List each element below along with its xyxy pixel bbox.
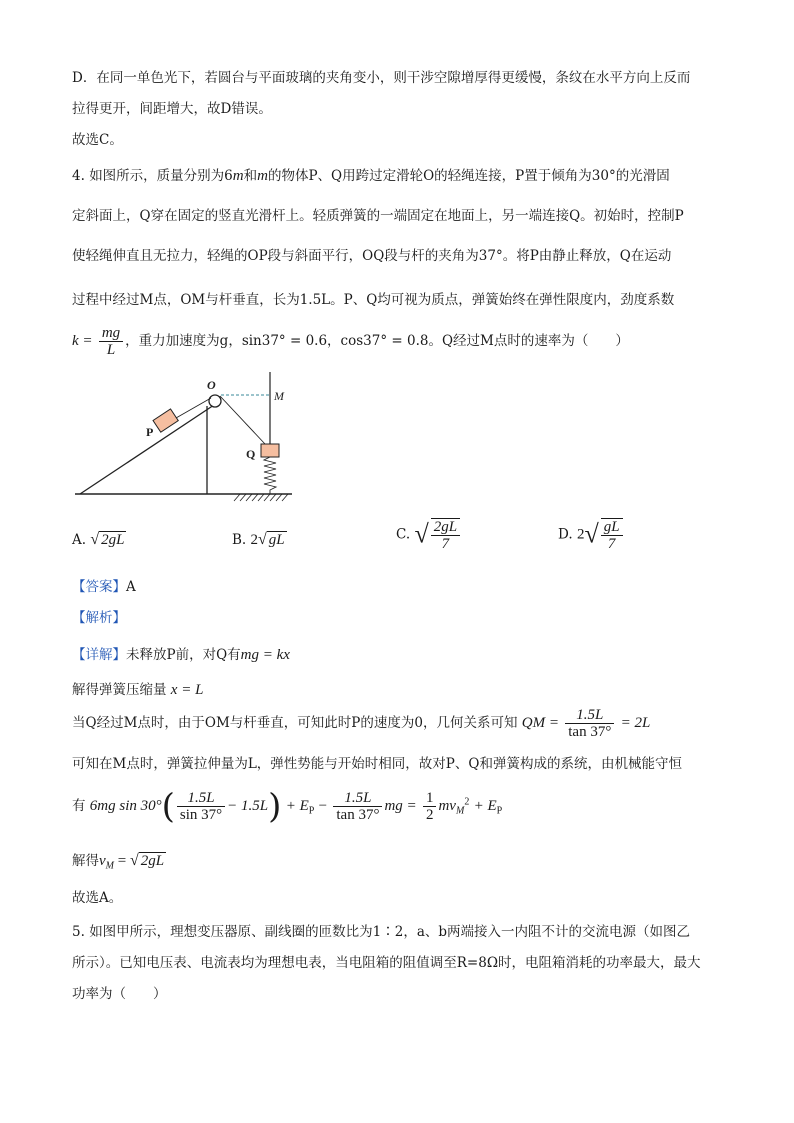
option-c[interactable]: C. √ $\frac{2gL}{7}$ bbox=[396, 518, 462, 552]
ground-hatching bbox=[234, 494, 288, 501]
question-4-line-1: 4. 如图所示，质量分别为6m和m的物体P、Q用跨过定滑轮O的轻绳连接，P置于倾角为30°的光滑固 bbox=[72, 168, 670, 184]
answer-line: 【答案】A bbox=[72, 579, 136, 595]
question-4-line-4: 过程中经过M点，OM与杆垂直，长为1.5L。P、Q均可视为质点，弹簧始终在弹性限度内，劲度系数 bbox=[72, 292, 675, 308]
label-Q: Q bbox=[246, 447, 256, 461]
stiffness-fraction: $\frac{mg}{L}$ bbox=[99, 325, 123, 358]
energy-explanation: 可知在M点时，弹簧拉伸量为L，弹性势能与开始时相同，故对P、Q和弹簧构成的系统，由机械能守恒 bbox=[72, 756, 682, 772]
physics-diagram bbox=[70, 368, 300, 504]
block-P bbox=[153, 409, 178, 432]
analysis-label: 【解析】 bbox=[72, 610, 126, 626]
d-option-line-1: D．在同一单色光下，若圆台与平面玻璃的夹角变小，则干涉空隙增厚得更缓慢，条纹在水平方向上反而 bbox=[72, 70, 691, 86]
question-4-line-5: k = $\frac{mg}{L}$ ，重力加速度为g，sin37° = 0.6，cos37° = 0.8。Q经过M点时的速率为（ ） bbox=[72, 325, 629, 358]
detail-line: 【详解】未释放P前，对Q有mg = kx bbox=[72, 647, 290, 663]
rope-OP bbox=[176, 398, 211, 418]
question-5-line-3: 功率为（ ） bbox=[72, 986, 167, 1002]
energy-equation: 有 6mg sin 30°( $\frac{1.5L}{\sin 37^\circ}$ − $1.5L) + E_P$ − $\frac{1.5L}{\tan 37^\circ}$ mg = $\frac{1}{2}$ $mv_M^2 + E_P$ bbox=[72, 786, 503, 827]
result-line: 解得$v_M$ = √ 2gL bbox=[72, 852, 165, 872]
d-option-line-2: 拉得更开，间距增大，故D错误。 bbox=[72, 101, 272, 117]
label-M: M bbox=[274, 389, 284, 403]
question-number: 4. bbox=[72, 168, 85, 184]
final-choice: 故选A。 bbox=[72, 890, 123, 906]
option-a[interactable]: A. √ 2gL bbox=[72, 531, 125, 548]
question-5-line-1: 5. 如图甲所示，理想变压器原、副线圈的匝数比为1∶2，a、b两端接入一内阻不计的交流电源（如图乙 bbox=[72, 924, 691, 940]
solve-compression: 解得弹簧压缩量 x = L bbox=[72, 682, 204, 698]
d-conclusion: 故选C。 bbox=[72, 132, 123, 148]
question-4-line-3: 使轻绳伸直且无拉力，轻绳的OP段与斜面平行，OQ段与杆的夹角为37°。将P由静止释放，Q在运动 bbox=[72, 248, 672, 264]
incline-surface bbox=[80, 405, 214, 494]
label-P: P bbox=[146, 425, 154, 439]
label-O: O bbox=[207, 378, 216, 392]
spring bbox=[264, 457, 276, 494]
block-Q bbox=[261, 444, 279, 457]
question-5-line-2: 所示）。已知电压表、电流表均为理想电表，当电阻箱的阻值调至R=8Ω时，电阻箱消耗的功率最大，最大 bbox=[72, 955, 701, 971]
option-b[interactable]: B. 2√ gL bbox=[232, 531, 285, 548]
question-4-line-2: 定斜面上，Q穿在固定的竖直光滑杆上。轻质弹簧的一端固定在地面上，另一端连接Q。初始时，控制P bbox=[72, 208, 684, 224]
geometry-line: 当Q经过M点时，由于OM与杆垂直，可知此时P的速度为0，几何关系可知 QM = $\frac{1.5L}{\tan 37^\circ}$ = 2L bbox=[72, 707, 651, 740]
pulley-O bbox=[209, 395, 221, 407]
option-d[interactable]: D. 2√ $\frac{gL}{7}$ bbox=[558, 518, 625, 552]
rope-OQ bbox=[220, 396, 265, 444]
